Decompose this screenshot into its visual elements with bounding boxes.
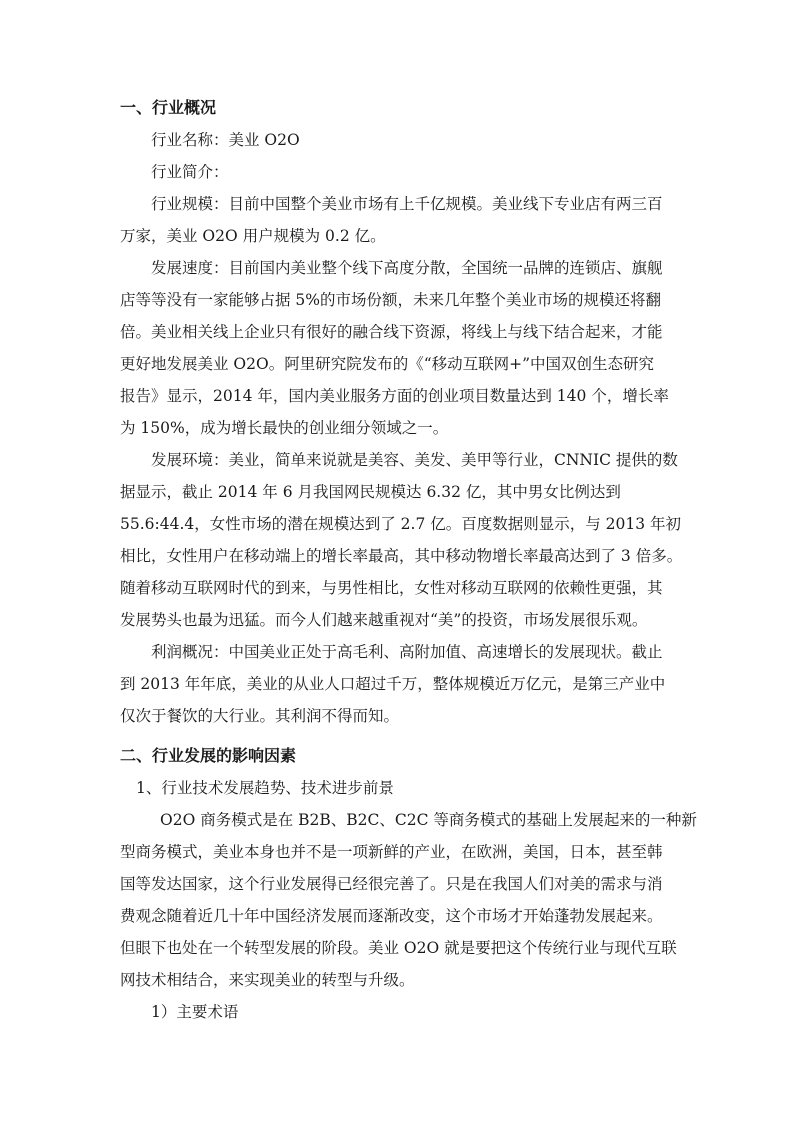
paragraph-line: 网技术相结合，来实现美业的转型与升级。 bbox=[120, 971, 415, 989]
paragraph-line: O2O 商务模式是在 B2B、B2C、C2C 等商务模式的基础上发展起来的一种新 bbox=[160, 811, 697, 829]
paragraph-line: 费观念随着近几十年中国经济发展而逐渐改变，这个市场才开始蓬勃发展起来。 bbox=[120, 907, 663, 925]
paragraph-line: 报告》显示，2014 年，国内美业服务方面的创业项目数量达到 140 个，增长率 bbox=[120, 387, 669, 405]
subsection-heading-terms: 1）主要术语 bbox=[151, 1003, 239, 1021]
paragraph-line: 但眼下也处在一个转型发展的阶段。美业 O2O 就是要把这个传统行业与现代互联 bbox=[120, 939, 677, 957]
paragraph-line: 发展环境：美业，简单来说就是美容、美发、美甲等行业，CNNIC 提供的数 bbox=[151, 451, 678, 469]
paragraph-line: 型商务模式，美业本身也并不是一项新鲜的产业，在欧洲，美国，日本，甚至韩 bbox=[120, 843, 663, 861]
paragraph-line: 据显示，截止 2014 年 6 月我国网民规模达 6.32 亿，其中男女比例达到 bbox=[120, 483, 621, 501]
paragraph-line: 更好地发展美业 O2O。阿里研究院发布的《“移动互联网+”中国双创生态研究 bbox=[120, 355, 655, 373]
paragraph-line: 发展势头也最为迅猛。而今人们越来越重视对“美”的投资，市场发展很乐观。 bbox=[120, 611, 648, 629]
paragraph-line: 利润概况：中国美业正处于高毛利、高附加值、高速增长的发展现状。截止 bbox=[151, 643, 663, 661]
paragraph-line: 万家，美业 O2O 用户规模为 0.2 亿。 bbox=[120, 227, 386, 245]
paragraph-line: 店等等没有一家能够占据 5%的市场份额，未来几年整个美业市场的规模还将翻 bbox=[120, 291, 662, 309]
section-heading-overview: 一、行业概况 bbox=[120, 98, 217, 117]
paragraph-line: 随着移动互联网时代的到来，与男性相比，女性对移动互联网的依赖性更强，其 bbox=[120, 579, 663, 597]
paragraph-line: 国等发达国家，这个行业发展得已经很完善了。只是在我国人们对美的需求与消 bbox=[120, 875, 663, 893]
paragraph-line: 行业规模：目前中国整个美业市场有上千亿规模。美业线下专业店有两三百 bbox=[151, 195, 663, 213]
paragraph-line: 倍。美业相关线上企业只有很好的融合线下资源，将线上与线下结合起来，才能 bbox=[120, 323, 663, 341]
paragraph-line: 相比，女性用户在移动端上的增长率最高，其中移动物增长率最高达到了 3 倍多。 bbox=[120, 547, 683, 565]
section-heading-factors: 二、行业发展的影响因素 bbox=[120, 746, 297, 765]
paragraph-line: 仅次于餐饮的大行业。其利润不得而知。 bbox=[120, 707, 400, 725]
paragraph-line: 55.6:44.4，女性市场的潜在规模达到了 2.7 亿。百度数据则显示，与 2013 年初 bbox=[120, 515, 682, 533]
industry-name-line: 行业名称：美业 O2O bbox=[151, 131, 300, 149]
paragraph-line: 发展速度：目前国内美业整个线下高度分散，全国统一品牌的连锁店、旗舰 bbox=[151, 259, 663, 277]
industry-intro-line: 行业简介： bbox=[151, 163, 229, 181]
paragraph-line: 到 2013 年年底，美业的从业人口超过千万，整体规模近万亿元，是第三产业中 bbox=[120, 675, 666, 693]
subsection-heading-tech-trend: 1、行业技术发展趋势、技术进步前景 bbox=[136, 779, 394, 797]
paragraph-line: 为 150%，成为增长最快的创业细分领域之一。 bbox=[120, 419, 449, 437]
